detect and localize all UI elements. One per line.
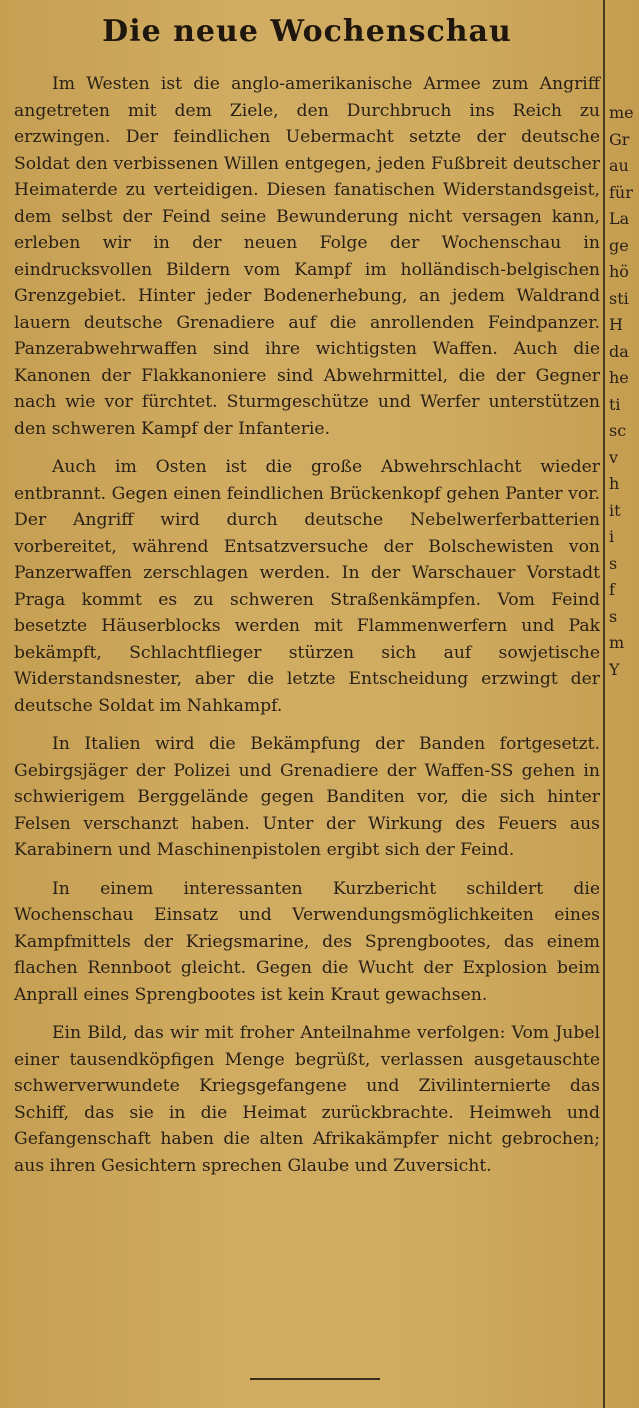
fragment-line: au	[609, 156, 629, 175]
article-column	[14, 0, 600, 1408]
fragment-line: ti	[609, 394, 621, 414]
fragment-line: i	[609, 527, 615, 546]
fragment-line: m	[609, 633, 625, 652]
fragment-line: me	[609, 103, 634, 122]
adjacent-column-fragment	[609, 100, 639, 683]
fragment-line: f	[609, 580, 615, 599]
fragment-line: Gr	[609, 129, 630, 149]
fragment-line: hö	[609, 262, 629, 281]
fragment-line: sti	[609, 288, 629, 308]
column-divider	[603, 0, 605, 1408]
article-paragraph-2: Auch im Osten ist die große Abwehrschlacht wieder entbrannt. Gegen einen feindlichen Brückenkopf gehen Panter vor. Der Angriff wird durch deutsche Nebelwerferbatterien vorbereitet, während Entsatzversuche der Bolschewisten von Panzerwaffen zerschlagen werden. In der Warschauer Vorstadt Praga kommt es zu schweren Straßenkämpfen. Vom Feind besetzte Häuserblocks werden mit Flammenwerfern und Pak bekämpft, Schlachtflieger stürzen sich auf sowjetische Widerstandsnester, aber die letzte Entscheidung erzwingt der deutsche Soldat im Nahkampf.	[14, 457, 600, 716]
article-paragraph-5: Ein Bild, das wir mit froher Anteilnahme verfolgen: Vom Jubel einer tausendköpfigen Menge begrüßt, verlassen ausgetauschte schwerverwundete Kriegsgefangene und Zivilinternierte das Schiff, das sie in die Heimat zurückbrachte. Heimweh und Gefangenschaft haben die alten Afrikakämpfer nicht gebrochen; aus ihren Gesichtern sprechen Glaube und Zuversicht.	[14, 1023, 600, 1176]
article-paragraph-3: In Italien wird die Bekämpfung der Banden fortgesetzt. Gebirgsjäger der Polizei und Grenadiere der Waffen-SS gehen in schwierigem Berggelände gegen Banditen vor, die sich hinter Felsen verschanzt haben. Unter der Wirkung des Feuers aus Karabinern und Maschinenpistolen ergibt sich der Feind.	[14, 734, 600, 860]
fragment-line: it	[609, 500, 621, 520]
article-paragraph-4: In einem interessanten Kurzbericht schildert die Wochenschau Einsatz und Verwendungsmöglichkeiten eines Kampfmittels der Kriegsmarine, des Sprengbootes, das einem flachen Rennboot gleicht. Gegen die Wucht der Explosion beim Anprall eines Sprengbootes ist kein Kraut gewachsen.	[14, 878, 600, 1005]
fragment-line: s	[609, 553, 618, 573]
fragment-line: v	[609, 447, 619, 467]
fragment-line: da	[609, 341, 629, 361]
fragment-line: he	[609, 368, 629, 387]
fragment-line: Y	[609, 659, 620, 679]
fragment-line: h	[609, 474, 620, 493]
fragment-line: H	[609, 315, 623, 334]
article-title: Die neue Wochenschau	[102, 14, 512, 49]
fragment-line: La	[609, 209, 630, 228]
article-paragraph-1: Im Westen ist die anglo-amerikanische Armee zum Angriff angetreten mit dem Ziele, den Durchbruch ins Reich zu erzwingen. Der feindlichen Uebermacht setzte der deutsche Soldat den verbissenen Willen entgegen, jeden Fußbreit deutscher Heimaterde zu verteidigen. Diesen fanatischen Widerstandsgeist, dem selbst der Feind seine Bewunderung nicht versagen kann, erleben wir in der neuen Folge der Wochenschau in eindrucksvollen Bildern vom Kampf im holländisch-belgischen Grenzgebiet. Hinter jeder Bodenerhebung, an jedem Waldrand lauern deutsche Grenadiere auf die anrollenden Feindpanzer. Panzerabwehrwaffen sind ihre wichtigsten Waffen. Auch die Kanonen der Flakkanoniere sind Abwehrmittel, die der Gegner nach wie vor fürchtet. Sturmgeschütze und Werfer unterstützen den schweren Kampf der Infanterie.	[14, 74, 600, 439]
fragment-line: s	[609, 606, 618, 626]
fragment-line: sc	[609, 421, 627, 440]
fragment-line: für	[609, 182, 633, 202]
article-end-rule	[250, 1378, 380, 1380]
fragment-line: ge	[609, 235, 629, 255]
